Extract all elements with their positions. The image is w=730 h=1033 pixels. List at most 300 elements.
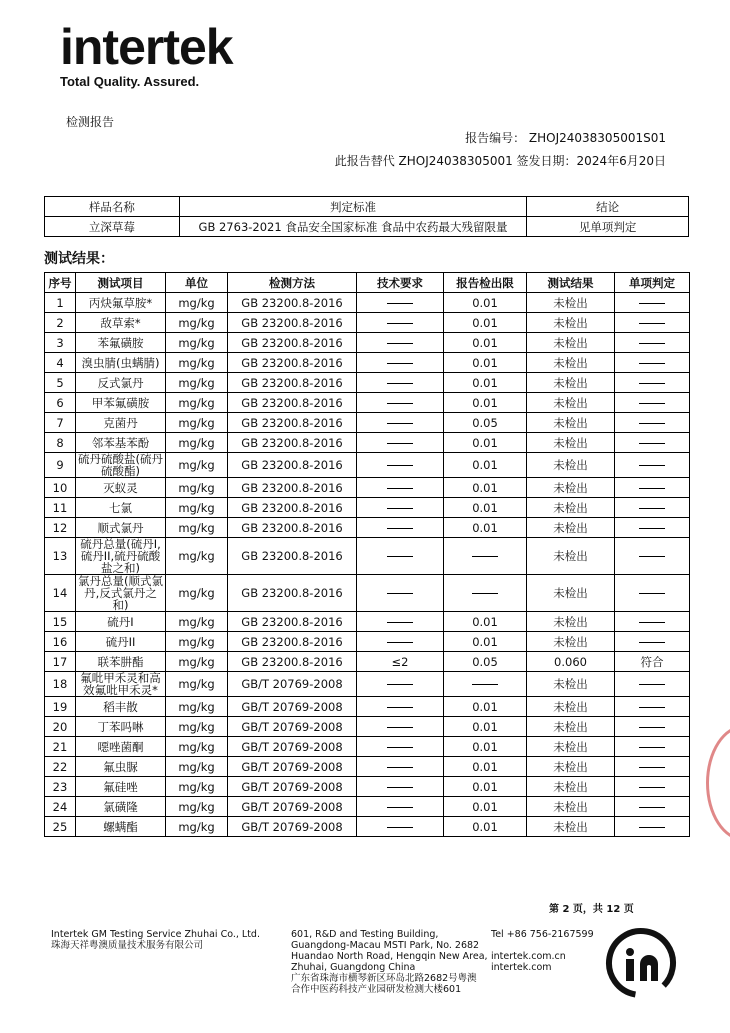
cell-item: 敌草索*: [76, 313, 166, 333]
cell-req: [357, 737, 444, 757]
cell-lod: 0.05: [444, 413, 527, 433]
judgment-standard: GB 2763-2021 食品安全国家标准 食品中农药最大残留限量: [179, 217, 526, 237]
cell-req: [357, 697, 444, 717]
table-row: [45, 498, 690, 518]
footer-line: Zhuhai, Guangdong China: [291, 962, 416, 973]
cell-method: GB/T 20769-2008: [228, 757, 357, 777]
dash-mark: [387, 323, 413, 324]
cell-judge: [615, 777, 690, 797]
footer-line: 广东省珠海市横琴新区环岛北路2682号粤澳: [291, 973, 477, 984]
cell-no: 16: [45, 632, 76, 652]
cell-item: 甲苯氟磺胺: [76, 393, 166, 413]
table-row: [45, 672, 690, 697]
col-header: 单位: [166, 273, 228, 293]
cell-method: GB 23200.8-2016: [228, 538, 357, 575]
cell-lod: [444, 538, 527, 575]
cell-method: GB 23200.8-2016: [228, 518, 357, 538]
table-row: [45, 478, 690, 498]
cell-item: 氯磺隆: [76, 797, 166, 817]
cell-method: GB 23200.8-2016: [228, 293, 357, 313]
dash-mark: [639, 767, 665, 768]
cell-unit: mg/kg: [166, 453, 228, 478]
footer-company: [51, 929, 260, 951]
cell-no: 13: [45, 538, 76, 575]
table-row: [45, 717, 690, 737]
table-row: [45, 373, 690, 393]
table-row: [45, 757, 690, 777]
dash-mark: [387, 767, 413, 768]
cell-no: 6: [45, 393, 76, 413]
cell-item: 螺螨酯: [76, 817, 166, 837]
cell-lod: [444, 672, 527, 697]
cell-unit: mg/kg: [166, 757, 228, 777]
cell-unit: mg/kg: [166, 313, 228, 333]
results-header-row: [45, 273, 690, 293]
dash-mark: [639, 727, 665, 728]
cell-req: [357, 333, 444, 353]
dash-mark: [387, 528, 413, 529]
cell-result: 未检出: [527, 632, 615, 652]
cell-result: 未检出: [527, 777, 615, 797]
cell-method: GB 23200.8-2016: [228, 498, 357, 518]
cell-lod: 0.01: [444, 737, 527, 757]
cell-judge: [615, 697, 690, 717]
cell-unit: mg/kg: [166, 697, 228, 717]
cell-req: [357, 413, 444, 433]
cell-result: 未检出: [527, 717, 615, 737]
cell-no: 9: [45, 453, 76, 478]
cell-method: GB/T 20769-2008: [228, 797, 357, 817]
cell-result: 未检出: [527, 672, 615, 697]
cell-no: 1: [45, 293, 76, 313]
cell-judge: [615, 433, 690, 453]
cell-req: [357, 612, 444, 632]
cell-no: 21: [45, 737, 76, 757]
table-row: [45, 293, 690, 313]
footer-website[interactable]: intertek.com.cn: [491, 951, 566, 962]
col-header: 报告检出限: [444, 273, 527, 293]
col-header: 测试结果: [527, 273, 615, 293]
cell-judge: [615, 353, 690, 373]
summary-header: 结论: [527, 197, 689, 217]
cell-unit: mg/kg: [166, 652, 228, 672]
cell-judge: [615, 757, 690, 777]
results-heading: 测试结果：: [44, 251, 114, 267]
dash-mark: [472, 556, 498, 557]
cell-result: 未检出: [527, 293, 615, 313]
intertek-logo: [60, 19, 233, 89]
cell-unit: mg/kg: [166, 333, 228, 353]
footer-line: Huandao North Road, Hengqin New Area,: [291, 951, 488, 962]
results-table: [44, 272, 690, 837]
cell-req: [357, 293, 444, 313]
table-row: [45, 413, 690, 433]
cell-judge: 符合: [615, 652, 690, 672]
cell-method: GB/T 20769-2008: [228, 697, 357, 717]
dash-mark: [639, 747, 665, 748]
cell-item: 丁苯吗啉: [76, 717, 166, 737]
cell-unit: mg/kg: [166, 737, 228, 757]
dash-mark: [387, 747, 413, 748]
dash-mark: [639, 807, 665, 808]
col-header: 检测方法: [228, 273, 357, 293]
cell-lod: 0.01: [444, 632, 527, 652]
cell-item: 硫丹II: [76, 632, 166, 652]
cell-lod: 0.01: [444, 817, 527, 837]
cell-item: 氯丹总量(顺式氯丹,反式氯丹之和): [76, 575, 166, 612]
cell-method: GB 23200.8-2016: [228, 373, 357, 393]
cell-no: 10: [45, 478, 76, 498]
cell-judge: [615, 612, 690, 632]
cell-method: GB 23200.8-2016: [228, 575, 357, 612]
cell-result: 未检出: [527, 413, 615, 433]
cell-no: 19: [45, 697, 76, 717]
cell-unit: mg/kg: [166, 777, 228, 797]
cell-no: 11: [45, 498, 76, 518]
cell-no: 15: [45, 612, 76, 632]
col-header: 测试项目: [76, 273, 166, 293]
cell-lod: [444, 575, 527, 612]
cell-item: 邻苯基苯酚: [76, 433, 166, 453]
cell-no: 23: [45, 777, 76, 797]
table-row: [45, 575, 690, 612]
footer-line: 珠海天祥粤澳质量技术服务有限公司: [51, 940, 204, 951]
document-type: 检测报告: [66, 115, 115, 129]
dash-mark: [639, 593, 665, 594]
cell-method: GB 23200.8-2016: [228, 313, 357, 333]
cell-no: 25: [45, 817, 76, 837]
table-row: [45, 817, 690, 837]
cell-req: [357, 393, 444, 413]
cell-unit: mg/kg: [166, 717, 228, 737]
cell-lod: 0.01: [444, 717, 527, 737]
cell-result: 未检出: [527, 453, 615, 478]
cell-method: GB 23200.8-2016: [228, 632, 357, 652]
cell-req: [357, 353, 444, 373]
cell-judge: [615, 498, 690, 518]
dash-mark: [387, 727, 413, 728]
sample-name: 立深草莓: [45, 217, 180, 237]
dash-mark: [387, 403, 413, 404]
dash-mark: [639, 323, 665, 324]
cell-req: ≤2: [357, 652, 444, 672]
cell-judge: [615, 413, 690, 433]
dash-mark: [639, 622, 665, 623]
cell-result: 未检出: [527, 538, 615, 575]
table-row: [45, 518, 690, 538]
cell-result: 未检出: [527, 373, 615, 393]
table-row: [45, 737, 690, 757]
cell-result: 未检出: [527, 612, 615, 632]
conclusion: 见单项判定: [527, 217, 689, 237]
cell-req: [357, 777, 444, 797]
cell-unit: mg/kg: [166, 797, 228, 817]
dash-mark: [639, 443, 665, 444]
table-row: [45, 777, 690, 797]
cell-unit: mg/kg: [166, 518, 228, 538]
sample-summary-table: [44, 196, 689, 237]
cell-result: 未检出: [527, 797, 615, 817]
cell-item: 顺式氯丹: [76, 518, 166, 538]
dash-mark: [472, 593, 498, 594]
cell-lod: 0.05: [444, 652, 527, 672]
table-row: [45, 612, 690, 632]
cell-result: 0.060: [527, 652, 615, 672]
cell-judge: [615, 538, 690, 575]
cell-method: GB/T 20769-2008: [228, 817, 357, 837]
cell-judge: [615, 478, 690, 498]
footer-line: Intertek GM Testing Service Zhuhai Co., Ltd.: [51, 929, 260, 940]
cell-lod: 0.01: [444, 498, 527, 518]
cell-item: 溴虫腈(虫螨腈): [76, 353, 166, 373]
dash-mark: [387, 343, 413, 344]
cell-result: 未检出: [527, 498, 615, 518]
cell-req: [357, 797, 444, 817]
cell-judge: [615, 717, 690, 737]
dash-mark: [387, 707, 413, 708]
cell-judge: [615, 373, 690, 393]
cell-method: GB/T 20769-2008: [228, 672, 357, 697]
cell-req: [357, 478, 444, 498]
cell-req: [357, 453, 444, 478]
dash-mark: [639, 423, 665, 424]
logo-tagline: Total Quality. Assured.: [60, 74, 200, 89]
cell-method: GB 23200.8-2016: [228, 652, 357, 672]
dash-mark: [639, 827, 665, 828]
cell-lod: 0.01: [444, 333, 527, 353]
cell-item: 氟虫脲: [76, 757, 166, 777]
dash-mark: [387, 303, 413, 304]
cell-method: GB 23200.8-2016: [228, 453, 357, 478]
cell-method: GB/T 20769-2008: [228, 717, 357, 737]
intertek-circle-logo: [604, 926, 678, 1000]
cell-unit: mg/kg: [166, 575, 228, 612]
cell-result: 未检出: [527, 757, 615, 777]
cell-no: 3: [45, 333, 76, 353]
table-row: [45, 632, 690, 652]
dash-mark: [387, 593, 413, 594]
cell-judge: [615, 632, 690, 652]
cell-method: GB 23200.8-2016: [228, 353, 357, 373]
cell-lod: 0.01: [444, 453, 527, 478]
dash-mark: [639, 508, 665, 509]
table-row: [45, 652, 690, 672]
cell-unit: mg/kg: [166, 538, 228, 575]
cell-unit: mg/kg: [166, 353, 228, 373]
cell-lod: 0.01: [444, 313, 527, 333]
cell-unit: mg/kg: [166, 413, 228, 433]
footer-phone: Tel +86 756-2167599: [491, 929, 594, 940]
cell-lod: 0.01: [444, 353, 527, 373]
dash-mark: [387, 488, 413, 489]
cell-item: 克菌丹: [76, 413, 166, 433]
cell-unit: mg/kg: [166, 393, 228, 413]
cell-result: 未检出: [527, 575, 615, 612]
cell-result: 未检出: [527, 333, 615, 353]
cell-req: [357, 518, 444, 538]
footer-line: 601, R&D and Testing Building,: [291, 929, 439, 940]
table-row: [45, 797, 690, 817]
dash-mark: [387, 423, 413, 424]
cell-no: 8: [45, 433, 76, 453]
table-row: [45, 333, 690, 353]
dash-mark: [639, 787, 665, 788]
cell-result: 未检出: [527, 393, 615, 413]
cell-result: 未检出: [527, 433, 615, 453]
cell-method: GB 23200.8-2016: [228, 393, 357, 413]
table-row: [45, 697, 690, 717]
cell-lod: 0.01: [444, 697, 527, 717]
cell-req: [357, 433, 444, 453]
cell-lod: 0.01: [444, 478, 527, 498]
cell-judge: [615, 518, 690, 538]
cell-lod: 0.01: [444, 293, 527, 313]
cell-req: [357, 817, 444, 837]
cell-result: 未检出: [527, 817, 615, 837]
dash-mark: [639, 343, 665, 344]
dash-mark: [387, 363, 413, 364]
dash-mark: [639, 556, 665, 557]
cell-req: [357, 313, 444, 333]
cell-unit: mg/kg: [166, 632, 228, 652]
cell-method: GB 23200.8-2016: [228, 413, 357, 433]
cell-unit: mg/kg: [166, 817, 228, 837]
cell-judge: [615, 797, 690, 817]
cell-lod: 0.01: [444, 433, 527, 453]
cell-judge: [615, 333, 690, 353]
cell-req: [357, 498, 444, 518]
cell-item: 噁唑菌酮: [76, 737, 166, 757]
cell-result: 未检出: [527, 353, 615, 373]
cell-judge: [615, 672, 690, 697]
dash-mark: [639, 403, 665, 404]
cell-item: 硫丹总量(硫丹I,硫丹II,硫丹硫酸盐之和): [76, 538, 166, 575]
cell-lod: 0.01: [444, 373, 527, 393]
summary-header: 样品名称: [45, 197, 180, 217]
cell-item: 氟吡甲禾灵和高效氟吡甲禾灵*: [76, 672, 166, 697]
cell-req: [357, 632, 444, 652]
table-row: [45, 353, 690, 373]
cell-judge: [615, 453, 690, 478]
cell-unit: mg/kg: [166, 612, 228, 632]
page-number: 第 2 页，共 12 页: [549, 904, 634, 915]
cell-result: 未检出: [527, 518, 615, 538]
table-row: [45, 313, 690, 333]
official-stamp: [706, 725, 730, 841]
cell-method: GB 23200.8-2016: [228, 478, 357, 498]
footer-contact: [491, 929, 594, 973]
cell-method: GB 23200.8-2016: [228, 433, 357, 453]
dash-mark: [639, 488, 665, 489]
cell-req: [357, 757, 444, 777]
dash-mark: [387, 622, 413, 623]
cell-item: 七氯: [76, 498, 166, 518]
dash-mark: [387, 383, 413, 384]
cell-result: 未检出: [527, 313, 615, 333]
cell-no: 24: [45, 797, 76, 817]
logo-wordmark: intertek: [60, 19, 233, 75]
cell-method: GB/T 20769-2008: [228, 777, 357, 797]
cell-judge: [615, 575, 690, 612]
cell-req: [357, 575, 444, 612]
cell-item: 稻丰散: [76, 697, 166, 717]
cell-judge: [615, 817, 690, 837]
cell-no: 5: [45, 373, 76, 393]
cell-item: 联苯肼酯: [76, 652, 166, 672]
cell-method: GB/T 20769-2008: [228, 737, 357, 757]
cell-req: [357, 672, 444, 697]
dash-mark: [387, 642, 413, 643]
dash-mark: [639, 303, 665, 304]
cell-no: 18: [45, 672, 76, 697]
dash-mark: [639, 684, 665, 685]
cell-judge: [615, 737, 690, 757]
cell-lod: 0.01: [444, 518, 527, 538]
cell-no: 20: [45, 717, 76, 737]
col-header: 序号: [45, 273, 76, 293]
cell-judge: [615, 393, 690, 413]
table-row: [45, 538, 690, 575]
cell-unit: mg/kg: [166, 478, 228, 498]
summary-header: 判定标准: [179, 197, 526, 217]
dash-mark: [387, 827, 413, 828]
cell-unit: mg/kg: [166, 433, 228, 453]
cell-no: 7: [45, 413, 76, 433]
cell-lod: 0.01: [444, 757, 527, 777]
dash-mark: [639, 642, 665, 643]
cell-unit: mg/kg: [166, 672, 228, 697]
dash-mark: [387, 508, 413, 509]
report-replacement-and-date: 此报告替代 ZHOJ24038305001 签发日期：2024年6月20日: [334, 154, 666, 168]
cell-judge: [615, 313, 690, 333]
dash-mark: [639, 465, 665, 466]
dash-mark: [387, 465, 413, 466]
table-row: [45, 453, 690, 478]
dash-mark: [472, 684, 498, 685]
cell-lod: 0.01: [444, 797, 527, 817]
footer-website[interactable]: intertek.com: [491, 962, 552, 973]
col-header: 技术要求: [357, 273, 444, 293]
cell-item: 苯氟磺胺: [76, 333, 166, 353]
dash-mark: [639, 383, 665, 384]
table-row: [45, 393, 690, 413]
dash-mark: [639, 528, 665, 529]
footer-line: Guangdong-Macau MSTI Park, No. 2682: [291, 940, 480, 951]
cell-no: 17: [45, 652, 76, 672]
dash-mark: [387, 787, 413, 788]
col-header: 单项判定: [615, 273, 690, 293]
cell-item: 灭蚁灵: [76, 478, 166, 498]
dash-mark: [387, 807, 413, 808]
dash-mark: [639, 707, 665, 708]
dash-mark: [387, 443, 413, 444]
cell-unit: mg/kg: [166, 498, 228, 518]
cell-lod: 0.01: [444, 612, 527, 632]
cell-no: 12: [45, 518, 76, 538]
cell-req: [357, 373, 444, 393]
cell-lod: 0.01: [444, 777, 527, 797]
table-row: [45, 433, 690, 453]
cell-no: 14: [45, 575, 76, 612]
cell-lod: 0.01: [444, 393, 527, 413]
cell-req: [357, 538, 444, 575]
footer-line: 合作中医药科技产业园研发检测大楼601: [291, 984, 462, 995]
report-number: 报告编号： ZHOJ24038305001S01: [465, 131, 666, 145]
cell-no: 2: [45, 313, 76, 333]
cell-no: 4: [45, 353, 76, 373]
cell-no: 22: [45, 757, 76, 777]
cell-result: 未检出: [527, 737, 615, 757]
